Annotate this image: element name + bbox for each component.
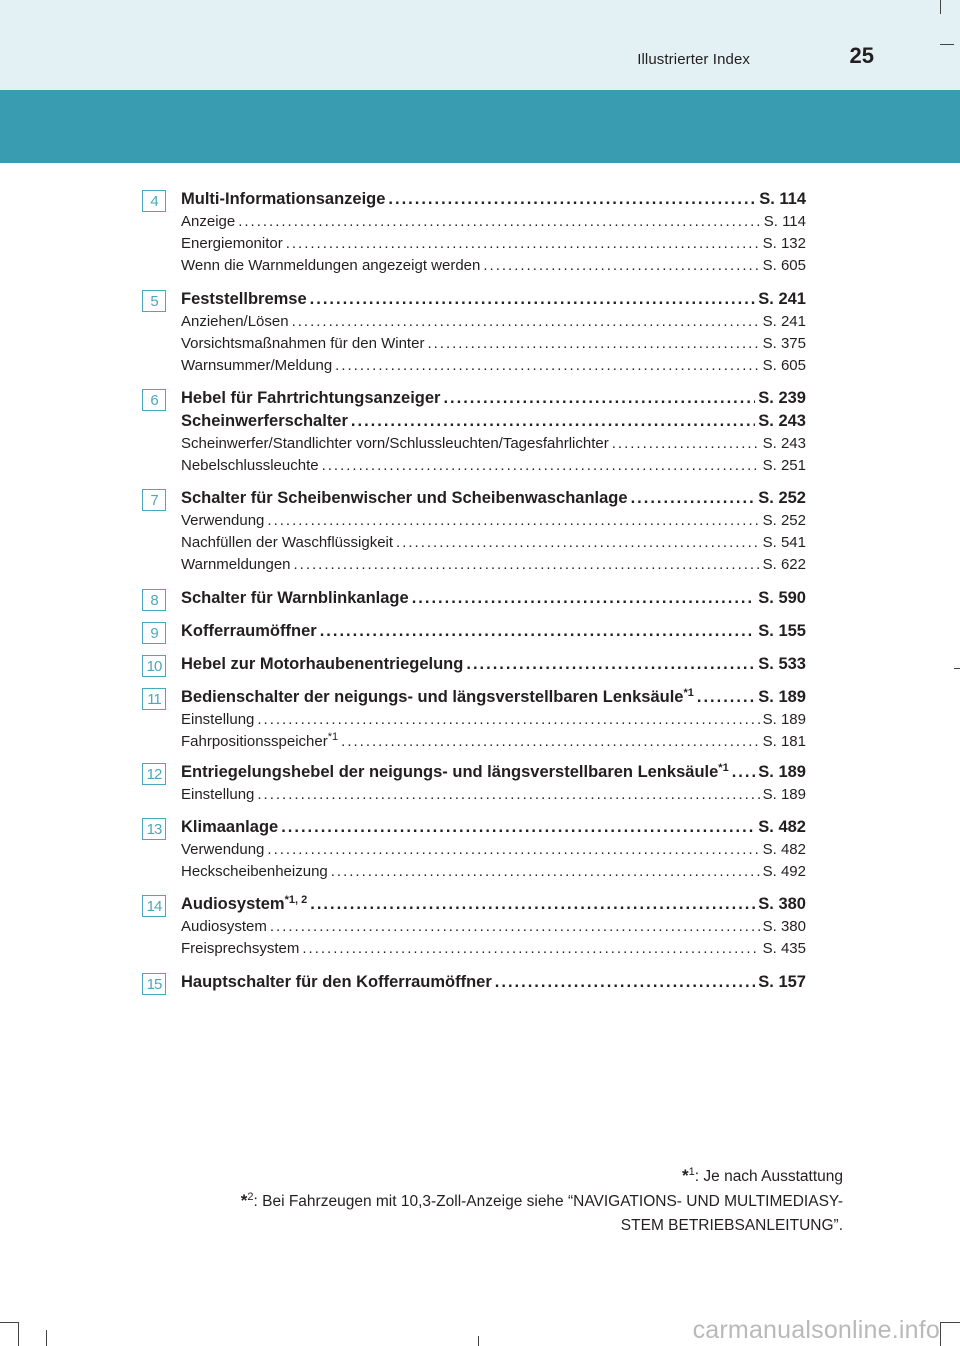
index-label-text: Nebelschlussleuchte	[181, 457, 319, 474]
leader-dots	[267, 839, 759, 861]
leader-dots	[310, 288, 756, 311]
index-subitem[interactable]	[181, 311, 806, 333]
index-label-text: Verwendung	[181, 512, 265, 529]
page-reference: S. 605	[762, 257, 806, 274]
index-label-text: Audiosystem	[181, 918, 267, 935]
page-reference: S. 189	[758, 763, 806, 781]
leader-dots	[388, 188, 756, 211]
leader-dots	[341, 731, 759, 753]
index-label-text: Vorsichtsmaßnahmen für den Winter	[181, 335, 425, 352]
index-subitem[interactable]	[181, 233, 806, 255]
index-label	[181, 233, 283, 255]
index-subitem[interactable]	[181, 709, 806, 731]
index-label-text: Einstellung	[181, 786, 255, 803]
footnote-2-continued: STEM BETRIEBSANLEITUNG”.	[620, 1217, 843, 1234]
index-label-text: Entriegelungshebel der neigungs- und längsverstellbaren Lenksäule	[181, 763, 719, 781]
index-entry-11	[142, 686, 806, 753]
leader-dots	[495, 971, 755, 994]
index-label	[181, 784, 254, 806]
leader-dots	[331, 861, 760, 883]
entry-number-badge: 6	[142, 389, 166, 411]
index-label	[181, 433, 609, 455]
index-label	[181, 487, 628, 510]
index-entry-7	[142, 487, 806, 576]
page-reference: S. 482	[758, 818, 806, 836]
index-label-text: Feststellbremse	[181, 290, 307, 308]
index-label	[181, 709, 254, 731]
page-reference: S. 380	[758, 895, 806, 913]
page-number: 25	[849, 43, 874, 68]
footnote-reference: *1	[718, 762, 729, 774]
index-label	[181, 255, 480, 277]
index-label-text: Hebel für Fahrtrichtungsanzeiger	[181, 389, 441, 407]
header-top-strip	[0, 0, 960, 90]
footnote-star: *	[240, 1191, 248, 1210]
index-label-text: Schalter für Warnblinkanlage	[181, 589, 409, 607]
footnote-1	[241, 1164, 843, 1189]
index-label-text: Warnsummer/Meldung	[181, 357, 333, 374]
entry-number-badge: 12	[142, 763, 166, 785]
index-subitem[interactable]	[181, 255, 806, 277]
index-subitem[interactable]	[181, 510, 806, 532]
footnote-text: : Je nach Ausstattung	[694, 1168, 843, 1185]
index-subitem[interactable]	[181, 455, 806, 477]
crop-mark	[46, 1330, 47, 1346]
page-reference: S. 132	[762, 235, 806, 252]
index-label	[181, 288, 307, 311]
index-heading[interactable]	[181, 686, 806, 709]
index-label	[181, 761, 729, 784]
leader-dots	[310, 893, 755, 916]
leader-dots	[267, 510, 759, 532]
index-label	[181, 355, 332, 377]
page-reference: S. 189	[762, 786, 806, 803]
index-heading[interactable]	[181, 188, 806, 211]
entry-number-badge: 15	[142, 973, 166, 995]
index-label	[181, 211, 235, 233]
index-label-text: Hebel zur Motorhaubenentriegelung	[181, 655, 464, 673]
index-entry-13	[142, 816, 806, 883]
index-entry-4	[142, 188, 806, 277]
index-label-text: Multi-Informationsanzeige	[181, 190, 386, 208]
index-label-text: Hauptschalter für den Kofferraumöffner	[181, 973, 492, 991]
index-label-text: Anzeige	[181, 213, 236, 230]
watermark: carmanualsonline.info	[692, 1316, 940, 1344]
header-band	[0, 90, 960, 163]
index-label	[181, 686, 694, 709]
leader-dots	[286, 233, 760, 255]
index-subitem[interactable]	[181, 784, 806, 806]
index-subitem[interactable]	[181, 938, 806, 960]
leader-dots	[335, 355, 759, 377]
index-label-text: Scheinwerferschalter	[181, 412, 348, 430]
index-label	[181, 333, 424, 355]
index-label	[181, 816, 278, 839]
index-subitem[interactable]	[181, 731, 806, 753]
leader-dots	[466, 653, 755, 676]
index-label-text: Audiosystem	[181, 895, 285, 913]
page-reference: S. 492	[762, 863, 806, 880]
footnote-2	[241, 1189, 843, 1214]
leader-dots	[302, 938, 759, 960]
index-label-text: Scheinwerfer/Standlichter vorn/Schlussleuchten/Tagesfahrlichter	[181, 435, 609, 452]
index-label-text: Bedienschalter der neigungs- und längsverstellbaren Lenksäule	[181, 688, 684, 706]
index-label	[181, 938, 299, 960]
page-reference: S. 181	[762, 733, 806, 750]
page-reference: S. 155	[758, 622, 806, 640]
leader-dots	[281, 816, 755, 839]
leader-dots	[412, 587, 756, 610]
index-label	[181, 620, 317, 643]
crop-mark	[940, 1322, 941, 1346]
index-label	[181, 455, 319, 477]
page-reference: S. 533	[758, 655, 806, 673]
leader-dots	[294, 554, 760, 576]
index-label-text: Klimaanlage	[181, 818, 279, 836]
crop-mark	[478, 1336, 479, 1346]
entry-number-badge: 9	[142, 622, 166, 644]
entry-number-badge: 8	[142, 589, 166, 611]
leader-dots	[292, 311, 760, 333]
index-label	[181, 387, 440, 410]
leader-dots	[697, 686, 755, 709]
leader-dots	[238, 211, 761, 233]
crop-mark	[940, 44, 954, 45]
index-entry-6	[142, 387, 806, 477]
crop-mark	[954, 668, 960, 669]
leader-dots	[351, 410, 755, 433]
page-reference: S. 157	[758, 973, 806, 991]
entry-number-badge: 10	[142, 655, 166, 677]
index-subitem[interactable]	[181, 333, 806, 355]
index-label	[181, 554, 291, 576]
crop-mark	[940, 1322, 960, 1323]
entry-number-badge: 14	[142, 895, 166, 917]
page-reference: S. 189	[758, 688, 806, 706]
page-reference: S. 251	[762, 457, 806, 474]
index-label	[181, 893, 307, 916]
index-label	[181, 410, 348, 433]
leader-dots	[322, 455, 760, 477]
index-label	[181, 916, 267, 938]
page-reference: S. 435	[762, 940, 806, 957]
page-reference: S. 243	[762, 435, 806, 452]
footnote-reference: *1	[683, 687, 694, 699]
index-subitem[interactable]	[181, 916, 806, 938]
index-label	[181, 653, 463, 676]
page-reference: S. 189	[762, 711, 806, 728]
index-entry-8	[142, 587, 806, 610]
index-subitem[interactable]	[181, 554, 806, 576]
page-reference: S. 482	[762, 841, 806, 858]
index-heading[interactable]	[181, 653, 806, 676]
index-label-text: Wenn die Warnmeldungen angezeigt werden	[181, 257, 481, 274]
page-reference: S. 241	[758, 290, 806, 308]
index-subitem[interactable]	[181, 355, 806, 377]
index-list	[142, 178, 806, 994]
index-label	[181, 188, 385, 211]
page-reference: S. 380	[762, 918, 806, 935]
page-reference: S. 375	[762, 335, 806, 352]
leader-dots	[257, 709, 759, 731]
index-label	[181, 861, 328, 883]
index-label-text: Schalter für Scheibenwischer und Scheibenwaschanlage	[181, 489, 628, 507]
index-label	[181, 532, 393, 554]
index-label	[181, 839, 264, 861]
page-reference: S. 114	[763, 213, 806, 230]
entry-number-badge: 11	[142, 688, 166, 710]
index-subitem[interactable]	[181, 839, 806, 861]
footnote-star: *	[682, 1166, 689, 1185]
index-label	[181, 971, 492, 994]
leader-dots	[396, 532, 760, 554]
entry-number-badge: 4	[142, 190, 166, 212]
index-heading[interactable]	[181, 288, 806, 311]
footnote-sup: 2	[247, 1191, 254, 1203]
footnote-reference: *1	[327, 731, 339, 743]
leader-dots	[443, 387, 755, 410]
index-label	[181, 731, 338, 753]
page-reference: S. 239	[758, 389, 806, 407]
index-heading[interactable]	[181, 971, 806, 994]
page-reference: S. 622	[762, 556, 806, 573]
index-entry-12	[142, 761, 806, 806]
index-label	[181, 510, 264, 532]
index-label	[181, 587, 409, 610]
page-reference: S. 114	[759, 190, 806, 208]
index-subitem[interactable]	[181, 861, 806, 883]
index-label-text: Anziehen/Lösen	[181, 313, 289, 330]
index-label-text: Verwendung	[181, 841, 265, 858]
leader-dots	[732, 761, 756, 784]
index-label-text: Kofferraumöffner	[181, 622, 317, 640]
index-label-text: Warnmeldungen	[181, 556, 291, 573]
index-heading[interactable]	[181, 387, 806, 410]
leader-dots	[427, 333, 759, 355]
index-label-text: Nachfüllen der Waschflüssigkeit	[181, 534, 394, 551]
section-title: Illustrierter Index	[637, 51, 750, 68]
leader-dots	[257, 784, 759, 806]
page-reference: S. 252	[758, 489, 806, 507]
footnote-sup: 1	[688, 1166, 695, 1178]
index-heading[interactable]	[181, 816, 806, 839]
footnotes	[241, 1164, 843, 1238]
crop-mark	[18, 1322, 19, 1346]
leader-dots	[270, 916, 760, 938]
page-reference: S. 241	[762, 313, 806, 330]
index-heading[interactable]	[181, 761, 806, 784]
page-reference: S. 605	[762, 357, 806, 374]
index-entry-14	[142, 893, 806, 960]
index-entry-5	[142, 288, 806, 377]
page-reference: S. 252	[762, 512, 806, 529]
page-reference: S. 243	[758, 412, 806, 430]
index-heading[interactable]	[181, 620, 806, 643]
index-entry-15	[142, 971, 806, 994]
index-subitem[interactable]	[181, 433, 806, 455]
index-heading[interactable]	[181, 587, 806, 610]
index-label-text: Einstellung	[181, 711, 255, 728]
index-heading[interactable]	[181, 487, 806, 510]
leader-dots	[631, 487, 756, 510]
index-entry-9	[142, 620, 806, 643]
crop-mark	[940, 0, 941, 14]
index-entry-10	[142, 653, 806, 676]
index-subitem[interactable]	[181, 532, 806, 554]
entry-number-badge: 7	[142, 489, 166, 511]
index-label-text: Energiemonitor	[181, 235, 283, 252]
page-reference: S. 590	[758, 589, 806, 607]
footnote-text: : Bei Fahrzeugen mit 10,3-Zoll-Anzeige siehe “NAVIGATIONS- UND MULTIMEDIASY-	[253, 1193, 843, 1210]
entry-number-badge: 5	[142, 290, 166, 312]
index-heading[interactable]	[181, 893, 806, 916]
footnote-reference: *1, 2	[284, 894, 308, 906]
entry-number-badge: 13	[142, 818, 166, 840]
leader-dots	[483, 255, 759, 277]
index-label	[181, 311, 289, 333]
index-heading[interactable]	[181, 410, 806, 433]
page-reference: S. 541	[762, 534, 806, 551]
index-label-text: Fahrpositionsspeicher	[181, 733, 328, 750]
crop-mark	[0, 1322, 18, 1323]
leader-dots	[320, 620, 756, 643]
index-subitem[interactable]	[181, 211, 806, 233]
index-label-text: Heckscheibenheizung	[181, 863, 328, 880]
index-label-text: Freisprechsystem	[181, 940, 300, 957]
leader-dots	[612, 433, 760, 455]
